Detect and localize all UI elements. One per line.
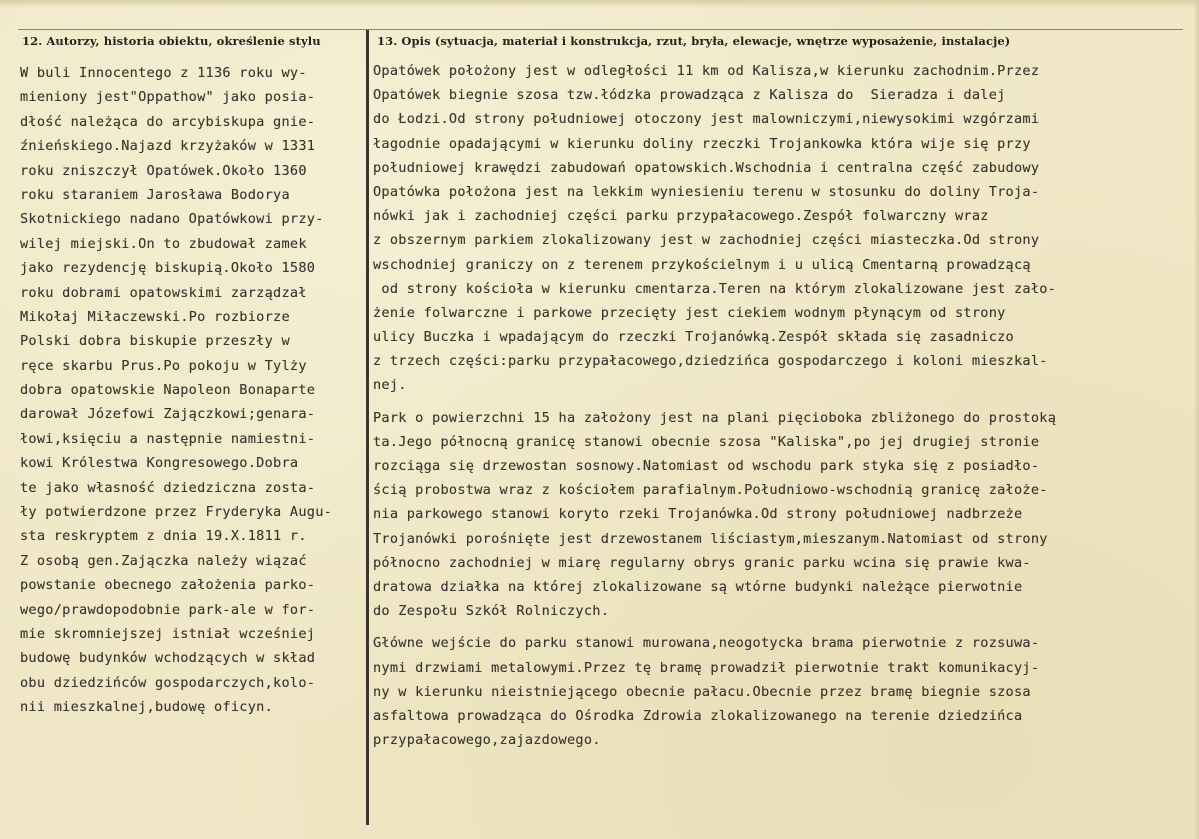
history-text-column: [20, 61, 366, 720]
description-text-line: do Zespołu Szkół Rolniczych.: [373, 603, 610, 620]
history-text-line: dłość należąca do arcybiskupa gnie-: [20, 113, 316, 130]
history-text-line: łowi,księciu a następnie namiestni-: [20, 430, 316, 447]
description-text-line: ny w kierunku nieistniejącego obecnie pałacu.Obecnie przez bramę biegnie szosa: [373, 683, 1031, 700]
history-text-line: ły potwierdzone przez Fryderyka Augu-: [20, 504, 333, 521]
history-text-line: roku zniszczył Opatówek.Około 1360: [20, 162, 307, 179]
history-text-line: wilej miejski.On to zbudował zamek: [20, 235, 307, 252]
history-text-line: W buli Innocentego z 1136 roku wy-: [20, 65, 307, 81]
description-text-line: nówki jak i zachodniej części parku przypałacowego.Zespół folwarczny wraz: [373, 208, 989, 225]
description-text-line: rozciąga się drzewostan sosnowy.Natomiast od wschodu park styka się z posiadło-: [373, 458, 1040, 474]
paragraph-gap: [373, 398, 1185, 406]
section-13-heading: 13. Opis (sytuacja, materiał i konstrukcja, rzut, bryła, elewacje, wnętrze wyposażenie, instalacje): [377, 34, 1011, 48]
description-text-line: nej.: [373, 377, 407, 394]
history-text-line: Z osobą gen.Zajączka należy wiązać: [20, 552, 307, 569]
description-text-line: przypałacowego,zajazdowego.: [373, 732, 601, 749]
description-text-line: północno zachodniej w miarę regularny obrys granic parku wcina się prawie kwa-: [373, 554, 1031, 571]
description-text-line: Trojanówki porośnięte jest drzewostanem liściastym,mieszanym.Natomiast od strony: [373, 530, 1048, 547]
history-text-line: dobra opatowskie Napoleon Bonaparte: [20, 382, 316, 399]
description-text-line: nia parkowego stanowi koryto rzeki Trojanówka.Od strony południowej nadbrzeże: [373, 506, 1023, 523]
history-text-line: darował Józefowi Zajączkowi;genara-: [20, 406, 316, 423]
header-rule: [18, 29, 1183, 30]
description-text-line: od strony kościoła w kierunku cmentarza.Teren na którym zlokalizowane jest zało-: [373, 280, 1057, 297]
description-text-line: do Łodzi.Od strony południowej otoczony jest malowniczymi,niewysokimi wzgórzami: [373, 111, 1040, 128]
description-text-line: południowej krawędzi zabudowań opatowskich.Wschodnia i centralna część zabudowy: [373, 159, 1040, 176]
description-text-line: Główne wejście do parku stanowi murowana,neogotycka brama pierwotnie z rozsuwa-: [373, 635, 1040, 652]
description-text-line: Opatówka położona jest na lekkim wyniesieniu terenu w stosunku do doliny Troja-: [373, 183, 1040, 200]
history-text-line: źnieńskiego.Najazd krzyżaków w 1331: [20, 138, 316, 155]
history-text-line: mie skromniejszej istniał wcześniej: [20, 625, 316, 642]
description-text-line: z trzech części:parku przypałacowego,dziedzińca gospodarczego i koloni mieszkal-: [373, 353, 1048, 370]
description-text-line: z obszernym parkiem zlokalizowany jest w zachodniej części miasteczka.Od strony: [373, 232, 1040, 249]
description-text-line: Opatówek położony jest w odległości 11 km od Kalisza,w kierunku zachodnim.Przez: [373, 63, 1040, 79]
history-text-line: Skotnickiego nadano Opatówkowi przy-: [20, 211, 324, 228]
history-text-line: roku staraniem Jarosława Bodorya: [20, 186, 290, 203]
history-text-line: Polski dobra biskupie przeszły w: [20, 333, 290, 350]
history-text-line: jako rezydencję biskupią.Około 1580: [20, 260, 316, 277]
description-text-column: [373, 59, 1185, 752]
history-text-line: powstanie obecnego założenia parko-: [20, 577, 316, 594]
paper-right-edge: [1194, 0, 1199, 839]
history-text-line: budowę budynków wchodzących w skład: [20, 650, 316, 667]
history-text-line: wego/prawdopodobnie park-ale w for-: [20, 601, 316, 618]
paper-top-edge: [0, 0, 1199, 8]
history-text-line: nii mieszkalnej,budowę oficyn.: [20, 699, 274, 716]
description-text-line: ścią probostwa wraz z kościołem parafialnym.Południowo-wschodnią granicę założe-: [373, 482, 1048, 499]
description-text-line: ta.Jego północną granicę stanowi obecnie szosa "Kaliska",po jej drugiej stronie: [373, 433, 1040, 450]
paragraph-gap: [373, 623, 1185, 631]
description-text-line: nymi drzwiami metalowymi.Przez tę bramę prowadził pierwotnie trakt komunikacyj-: [373, 659, 1040, 676]
history-text-line: mieniony jest"Oppathow" jako posia-: [20, 89, 316, 106]
description-text-line: żenie folwarczne i parkowe przecięty jest ciekiem wodnym płynącym od strony: [373, 304, 1006, 321]
description-text-line: wschodniej graniczy on z terenem przykościelnym i u ulicą Cmentarną prowadzącą: [373, 256, 1031, 273]
description-text-line: dratowa działka na której zlokalizowane są wtórne budynki należące pierwotnie: [373, 578, 1023, 595]
history-text-line: Mikołaj Miłaczewski.Po rozbiorze: [20, 308, 290, 325]
history-text-line: kowi Królestwa Kongresowego.Dobra: [20, 455, 299, 472]
description-text-line: Park o powierzchni 15 ha założony jest na plani pięcioboka zbliżonego do prostoką: [373, 409, 1057, 426]
history-text-line: te jako własność dziedziczna zosta-: [20, 479, 316, 496]
history-text-line: sta reskryptem z dnia 19.X.1811 r.: [20, 528, 307, 545]
column-divider: [366, 30, 369, 825]
history-text-line: ręce skarbu Prus.Po pokoju w Tylży: [20, 357, 307, 374]
description-text-line: łagodnie opadającymi w kierunku doliny rzeczki Trojankowka która wije się przy: [373, 135, 1031, 152]
description-text-line: Opatówek biegnie szosa tzw.łódzka prowadząca z Kalisza do Sieradza i dalej: [373, 87, 1006, 104]
history-text-line: roku dobrami opatowskimi zarządzał: [20, 284, 307, 301]
description-text-line: asfaltowa prowadząca do Ośrodka Zdrowia zlokalizowanego na terenie dziedzińca: [373, 707, 1023, 724]
history-text-line: obu dziedzińców gospodarczych,kolo-: [20, 674, 316, 691]
section-12-heading: 12. Autorzy, historia obiektu, określenie stylu: [22, 34, 321, 48]
description-text-line: ulicy Buczka i wpadającym do rzeczki Trojanówką.Zespół składa się zasadniczo: [373, 329, 1014, 346]
